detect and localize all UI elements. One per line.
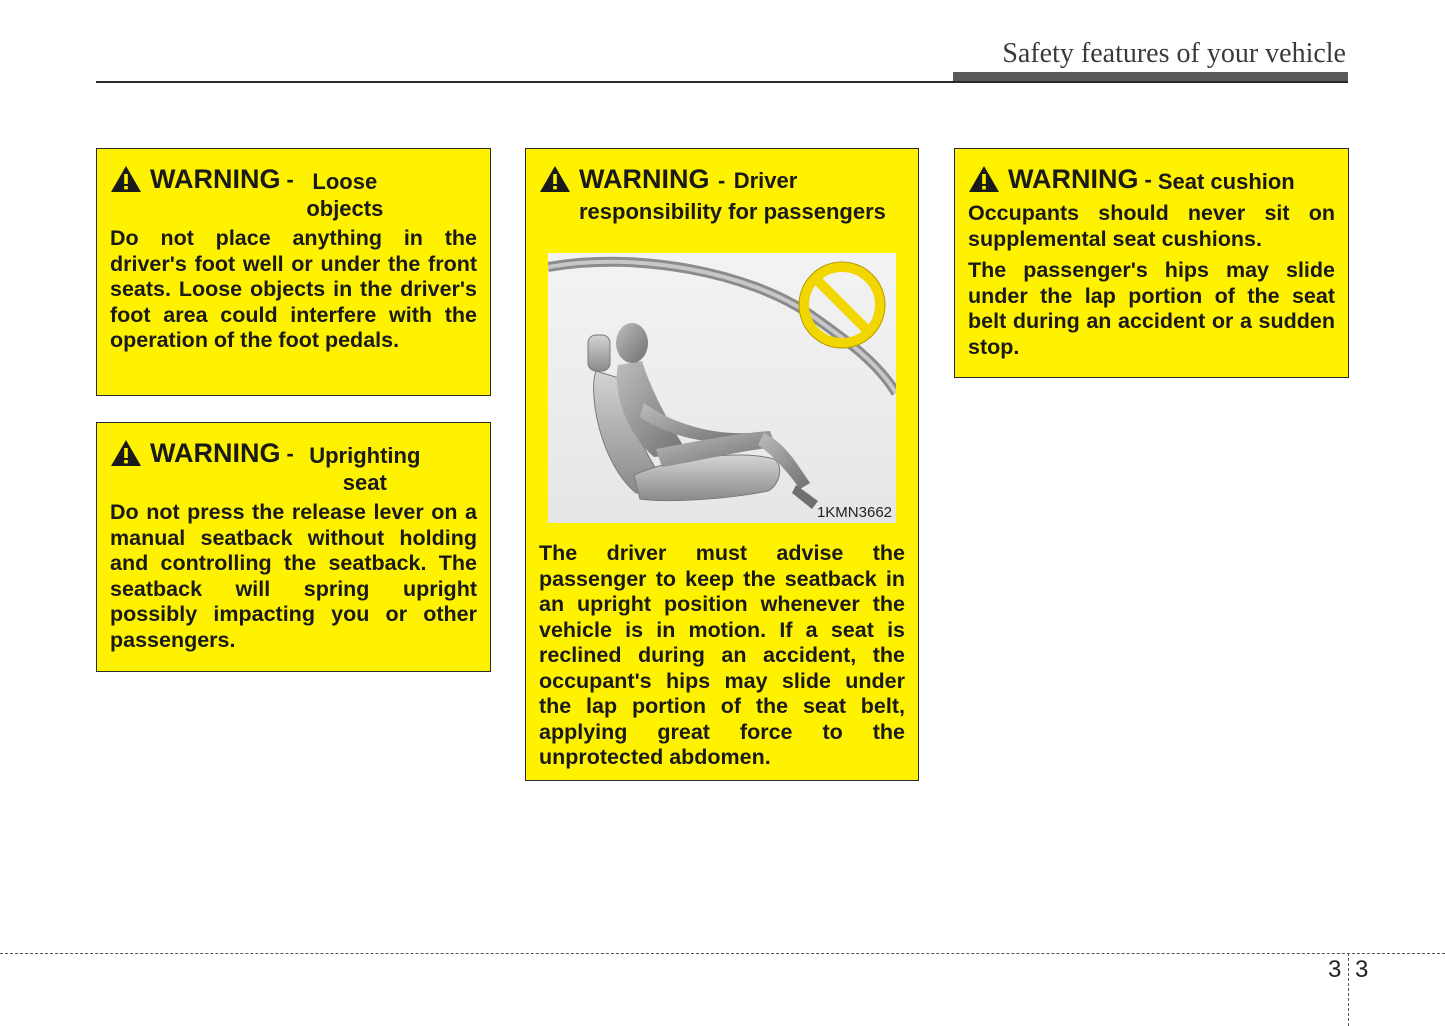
- warning-subtitle: Seat cushion: [1157, 169, 1295, 194]
- warning-paragraph: Do not place anything in the driver's foot well or under the front seats. Loose objects in the driver's foot area could interfere with the operation of the foot pedals.: [110, 226, 477, 352]
- warning-subtitle: Uprighting seat: [309, 443, 421, 495]
- warning-box-uprighting-seat: [96, 422, 491, 672]
- warning-paragraph: Occupants should never sit on supplemental seat cushions.: [968, 201, 1335, 251]
- warning-body: [968, 201, 1335, 360]
- warning-separator: -: [286, 167, 294, 192]
- footer-dashed-rule: [0, 953, 1445, 954]
- warning-box-driver-responsibility: [525, 148, 919, 781]
- footer-dashed-divider: [1348, 953, 1349, 1026]
- warning-subtitle: Loose objects: [306, 169, 384, 221]
- warning-triangle-icon: [539, 165, 571, 193]
- warning-separator: -: [717, 168, 726, 193]
- chapter-number: 3: [1328, 956, 1342, 983]
- warning-paragraph: The passenger's hips may slide under the lap portion of the seat belt during an accident or a sudden stop.: [968, 258, 1335, 359]
- warning-triangle-icon: [110, 165, 142, 193]
- warning-paragraph: Do not press the release lever on a manual seatback without holding and controlling the seatback. The seatback will spring upright possibly impacting you or other passengers.: [110, 500, 477, 652]
- warning-subtitle: Driver responsibility for passengers: [579, 168, 886, 224]
- reclined-seat-illustration: [548, 253, 896, 523]
- warning-separator: -: [286, 441, 294, 466]
- warning-triangle-icon: [110, 439, 142, 467]
- warning-triangle-icon: [968, 165, 1000, 193]
- warning-box-seat-cushion: [954, 148, 1349, 378]
- warning-box-loose-objects: [96, 148, 491, 396]
- warning-word: WARNING: [1008, 164, 1139, 194]
- warning-heading: [968, 163, 1335, 197]
- warning-heading: [110, 163, 477, 222]
- warning-separator: -: [1144, 167, 1152, 192]
- figure-code: 1KMN3662: [816, 504, 892, 521]
- warning-word: WARNING: [150, 438, 281, 468]
- warning-word: WARNING: [150, 164, 281, 194]
- warning-body: [539, 541, 905, 771]
- warning-paragraph: The driver must advise the passenger to keep the seatback in an upright position whenever the vehicle is in motion. If a seat is reclined during an accident, the occupant's hips may slide under the lap portion of the seat belt, applying great force to the unprotected abdomen.: [539, 541, 905, 769]
- warning-heading: [110, 437, 477, 496]
- header-rule: [96, 81, 1348, 83]
- warning-body: [110, 226, 477, 354]
- warning-heading: [539, 163, 905, 225]
- illustration-drawing: [548, 253, 896, 523]
- warning-word: WARNING: [579, 164, 710, 194]
- page-header-title: Safety features of your vehicle: [1002, 38, 1346, 69]
- page-number: 3: [1355, 956, 1369, 983]
- warning-body: [110, 500, 477, 653]
